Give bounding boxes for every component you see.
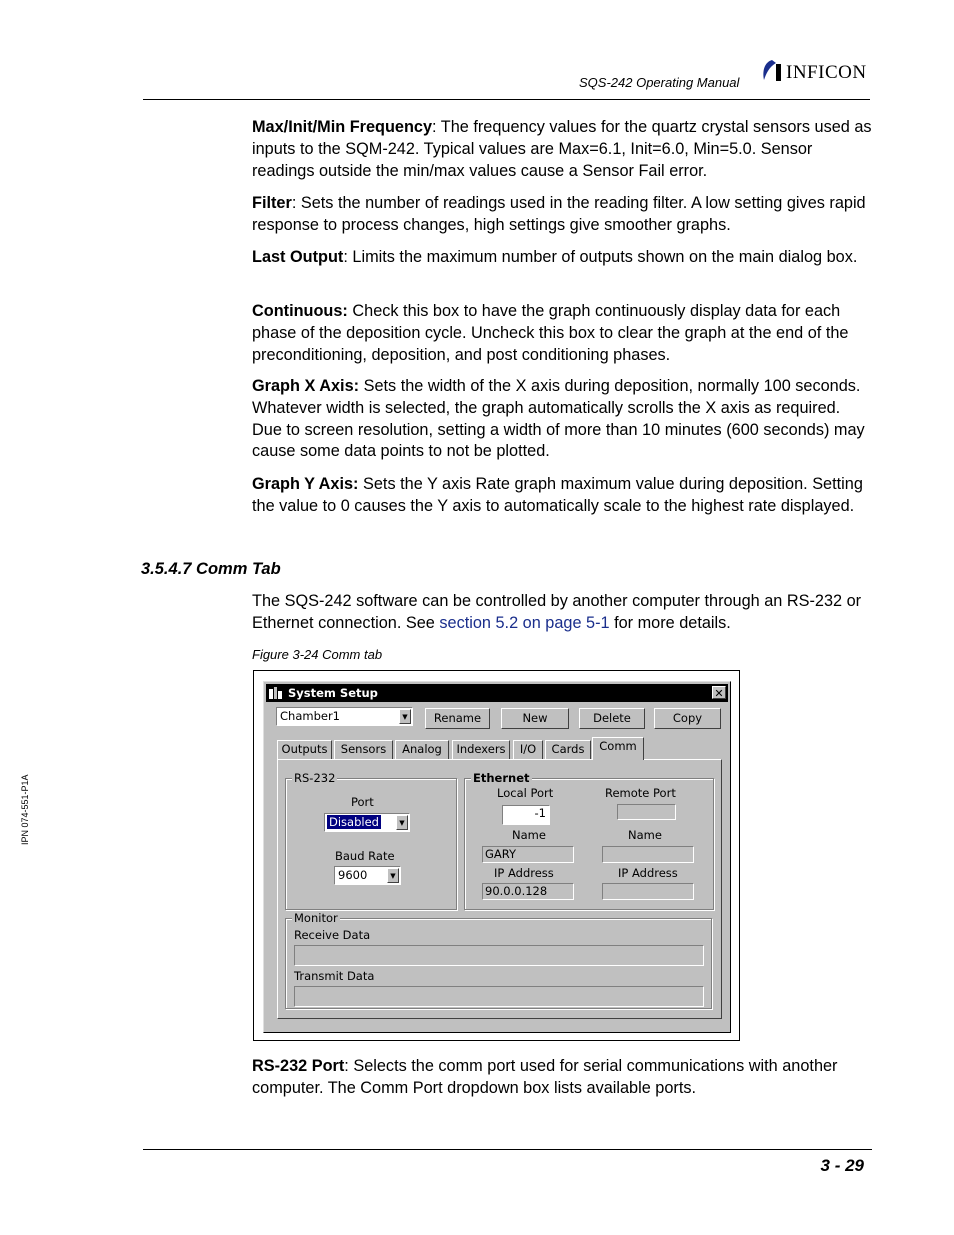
tab-comm[interactable]: Comm [592,737,644,760]
local-port-label: Local Port [497,786,554,800]
term-graph-y-axis: Graph Y Axis: [252,475,359,493]
figure-caption: Figure 3-24 Comm tab [252,647,383,662]
local-name-label: Name [512,828,546,842]
remote-port-label: Remote Port [605,786,676,800]
desc-max-init-min: : The frequency values for the quartz crystal sensors used as inputs to the SQM-242. Typical values are Max=6.1, Init=6.0, Min=5.0. Sensor readings outside the min/max values cause a Sensor Fail error. [252,118,872,180]
local-port-value: -1 [534,806,546,820]
baud-rate-select[interactable] [334,866,401,885]
monitor-group [285,911,712,1009]
app-icon [269,687,282,699]
paragraph-last-output [252,247,872,269]
window-title: System Setup [288,686,378,700]
tab-outputs[interactable]: Outputs [277,740,332,759]
desc-rs232-port: : Selects the comm port used for serial communications with another computer. The Comm Port dropdown box lists available ports. [252,1057,838,1097]
close-button[interactable] [712,686,726,699]
port-select[interactable] [324,813,410,832]
running-header-title: SQS-242 Operating Manual [579,75,740,90]
desc-filter: : Sets the number of readings used in the reading filter. A low setting gives rapid response to process changes, high settings give smoother graphs. [252,194,866,234]
local-ip-label: IP Address [494,866,554,880]
close-icon: ✕ [714,687,724,700]
inficon-logo-mark-icon [760,58,786,86]
monitor-group-label: Monitor [294,911,338,925]
receive-data-field[interactable] [294,945,704,966]
tab-sensors[interactable]: Sensors [334,740,393,759]
chamber-select[interactable] [276,707,413,726]
local-name-value: GARY [485,847,517,861]
local-ip-input[interactable] [482,883,574,900]
inficon-logo [760,58,875,88]
tab-io[interactable]: I/O [513,740,543,759]
tab-analog[interactable]: Analog [395,740,449,759]
term-max-init-min: Max/Init/Min Frequency [252,118,433,136]
remote-ip-label: IP Address [618,866,678,880]
paragraph-max-init-min [252,117,872,182]
chevron-down-icon[interactable]: ▼ [396,815,408,830]
header-rule [143,99,870,100]
comm-intro-text-2: for more details. [609,613,731,632]
paragraph-graph-y-axis [252,474,872,518]
term-filter: Filter [252,194,292,212]
rs232-group [285,771,457,910]
baud-rate-label: Baud Rate [335,849,395,863]
comm-intro-text-1: The SQS-242 software can be controlled by another computer through an RS-232 or Ethernet connection. See [252,592,862,632]
remote-ip-input[interactable] [602,883,694,900]
desc-graph-y-axis: Sets the Y axis Rate graph maximum value during deposition. Setting the value to 0 causes the Y axis to automatically scale to the highest rate displayed. [252,475,863,515]
remote-port-input[interactable] [617,804,676,820]
system-setup-window [263,681,731,1033]
ethernet-group-label: Ethernet [473,771,530,785]
local-port-input[interactable] [502,805,550,825]
tab-cards[interactable]: Cards [545,740,591,759]
footer-rule [143,1149,872,1150]
rs232-group-label: RS-232 [294,771,336,785]
copy-button[interactable]: Copy [654,708,721,729]
tab-indexers[interactable]: Indexers [452,740,510,759]
chamber-select-value: Chamber1 [280,709,340,723]
rename-button[interactable]: Rename [425,708,490,729]
local-name-input[interactable] [482,846,574,863]
page-number: 3 - 29 [820,1156,864,1175]
local-ip-value: 90.0.0.128 [485,884,548,898]
paragraph-filter [252,193,872,237]
chevron-down-icon[interactable]: ▼ [399,709,411,724]
remote-name-input[interactable] [602,846,694,863]
logo-text: INFICON [786,62,867,83]
receive-data-label: Receive Data [294,928,371,942]
comm-tab-panel [277,759,722,1019]
desc-last-output: : Limits the maximum number of outputs shown on the main dialog box. [343,248,858,266]
paragraph-continuous [252,301,872,366]
section-heading: 3.5.4.7 Comm Tab [141,560,281,578]
baud-rate-select-value: 9600 [338,868,368,882]
chevron-down-icon[interactable]: ▼ [387,868,399,883]
paragraph-rs232-port [252,1056,872,1100]
remote-name-label: Name [628,828,662,842]
term-rs232-port: RS-232 Port [252,1057,345,1075]
delete-button[interactable]: Delete [579,708,645,729]
section-5-2-link[interactable]: section 5.2 on page 5-1 [439,613,610,632]
title-bar[interactable] [266,684,728,702]
term-last-output: Last Output [252,248,344,266]
term-continuous: Continuous: [252,302,348,320]
paragraph-graph-x-axis [252,376,872,463]
new-button[interactable]: New [501,708,569,729]
port-select-value: Disabled [329,815,379,829]
side-document-number: IPN 074-551-P1A [20,774,30,845]
desc-graph-x-axis: Sets the width of the X axis during deposition, normally 100 seconds. Whatever width is selected, the graph automatically scrolls the X axis as required. Due to screen resolution, setting a width of more than 10 minutes (600 seconds) may cause some data points to not be plotted. [252,377,865,461]
transmit-data-field[interactable] [294,986,704,1007]
ethernet-group [464,771,714,910]
port-label: Port [351,795,374,809]
desc-continuous: Check this box to have the graph continuously display data for each phase of the deposition cycle. Uncheck this box to clear the graph at the end of the preconditioning, deposition, and post conditioning phases. [252,302,849,364]
paragraph-comm-intro [252,591,872,635]
transmit-data-label: Transmit Data [294,969,375,983]
term-graph-x-axis: Graph X Axis: [252,377,360,395]
figure-frame [253,670,740,1041]
